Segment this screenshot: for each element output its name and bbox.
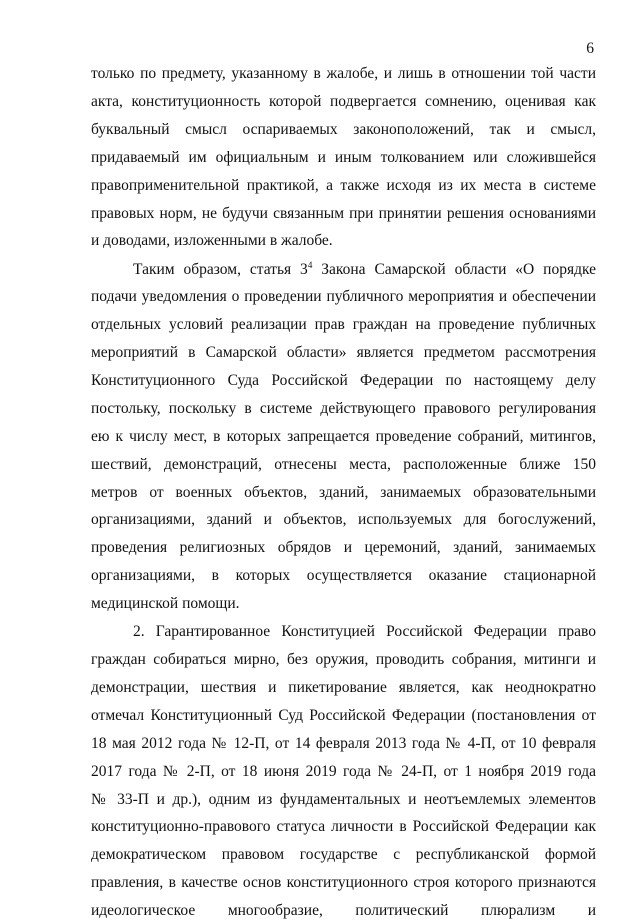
text-line: правовых норм, не будучи связанным при принятии решения основаниями — [91, 205, 596, 222]
text-line: Конституционного Суда Российской Федерации по настоящему делу — [91, 372, 596, 389]
text-line: 2017 года № 2-П, от 18 июня 2019 года № 24-П, от 1 ноября 2019 года — [91, 763, 596, 780]
text-line: 18 мая 2012 года № 12-П, от 14 февраля 2013 года № 4-П, от 10 февраля — [91, 735, 596, 752]
text-line: идеологическое многообразие, политический плюрализм и — [91, 902, 596, 919]
text-line: ею к числу мест, в которых запрещается проведение собраний, митингов, — [91, 428, 596, 445]
text-line: правления, в качестве основ конституционного строя которого признаются — [91, 874, 596, 891]
text-line: проведения религиозных обрядов и церемоний, зданий, занимаемых — [91, 539, 596, 556]
text-line: конституционно-правового статуса личности в Российской Федерации как — [91, 818, 596, 835]
text-line: метров от военных объектов, зданий, занимаемых образовательными — [91, 484, 596, 501]
text-fragment: Таким образом, статья 3 — [133, 261, 308, 278]
text-line: акта, конституционность которой подвергается сомнению, оценивая как — [91, 93, 596, 110]
text-line: буквальный смысл оспариваемых законоположений, так и смысл, — [91, 121, 596, 138]
text-line: правоприменительной практикой, а также исходя из их места в системе — [91, 177, 596, 194]
text-line — [133, 260, 596, 280]
text-line: демократическом правовом государстве с республиканской формой — [91, 846, 596, 863]
text-line: подачи уведомления о проведении публичного мероприятия и обеспечении — [91, 288, 596, 305]
text-line: и доводами, изложенными в жалобе. — [91, 232, 333, 249]
text-fragment: Закона Самарской области «О порядке — [312, 261, 596, 278]
text-line: организациями, зданий и объектов, используемых для богослужений, — [91, 511, 596, 528]
text-line: отдельных условий реализации прав граждан на проведение публичных — [91, 316, 596, 333]
text-line: медицинской помощи. — [91, 595, 240, 612]
text-line: только по предмету, указанному в жалобе, и лишь в отношении той части — [91, 65, 596, 82]
text-line: граждан собираться мирно, без оружия, проводить собрания, митинги и — [91, 651, 596, 668]
text-line: придаваемый им официальным и иным толкованием или сложившейся — [91, 149, 596, 166]
page-number: 6 — [586, 40, 594, 57]
text-line: 2. Гарантированное Конституцией Российской Федерации право — [133, 623, 596, 640]
superscript: 4 — [307, 260, 313, 270]
text-line: организациями, в которых осуществляется оказание стационарной — [91, 567, 596, 584]
text-line: № 33-П и др.), одним из фундаментальных и неотъемлемых элементов — [91, 791, 596, 808]
text-line: отмечал Конституционный Суд Российской Федерации (постановления от — [91, 707, 596, 724]
text-line: шествий, демонстраций, отнесены места, расположенные ближе 150 — [91, 456, 596, 473]
text-line: демонстрации, шествия и пикетирование является, как неоднократно — [91, 679, 596, 696]
text-line: мероприятий в Самарской области» является предметом рассмотрения — [91, 344, 596, 361]
text-line: постольку, поскольку в системе действующего правового регулирования — [91, 400, 596, 417]
